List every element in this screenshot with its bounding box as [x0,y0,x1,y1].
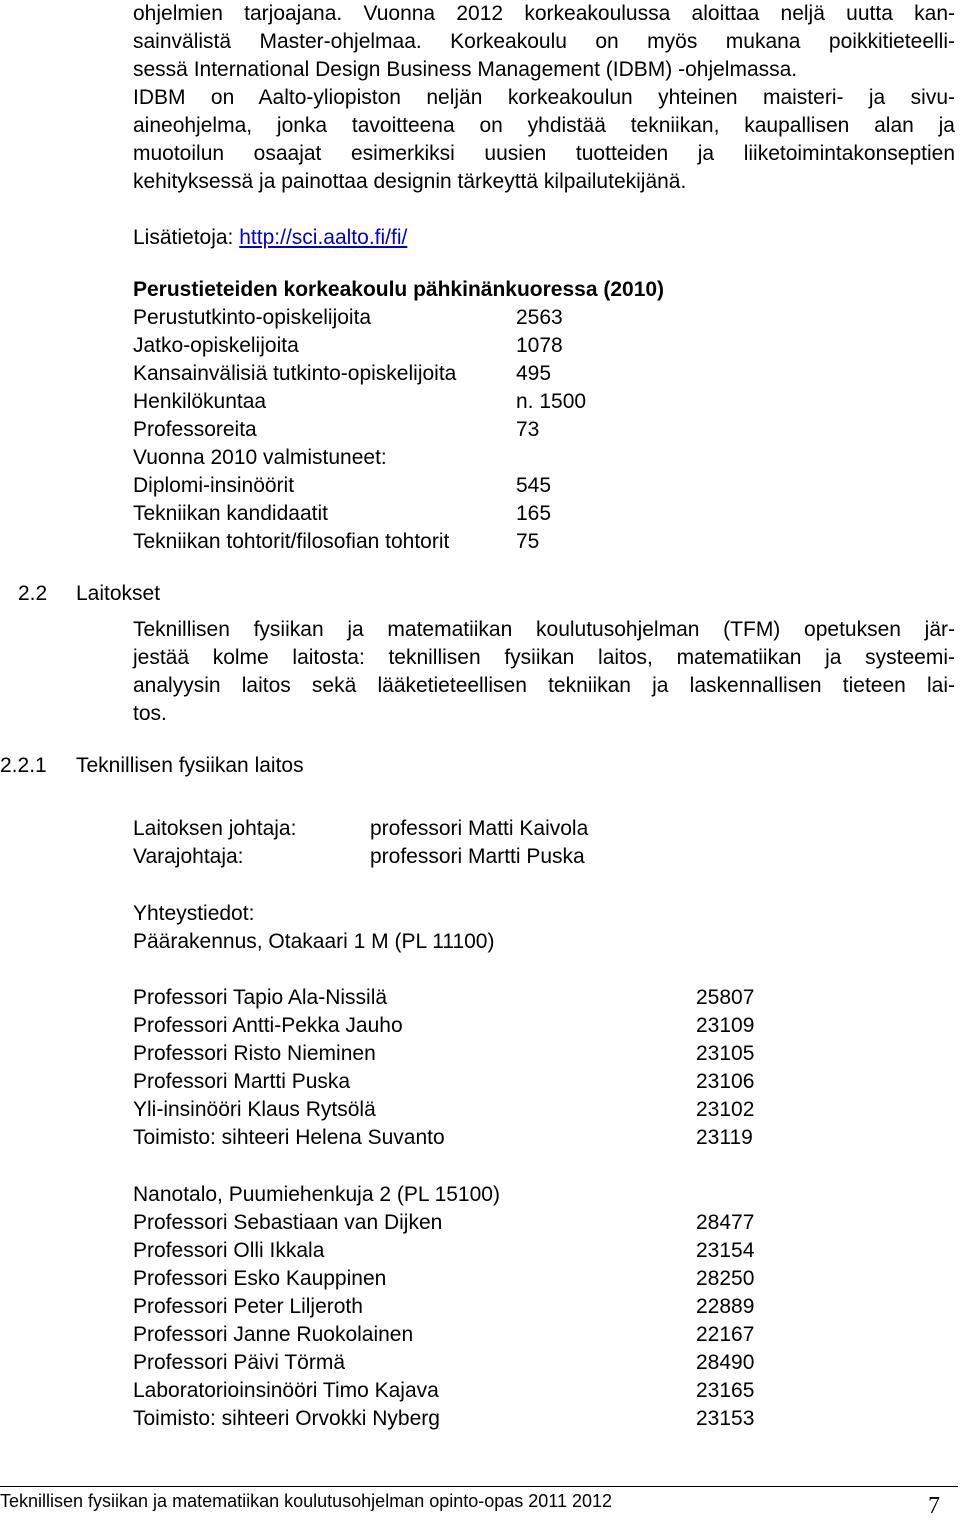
contact-name: Professori Janne Ruokolainen [133,1323,414,1346]
contact-name: Toimisto: sihteeri Orvokki Nyberg [133,1407,440,1430]
leader-name: professori Matti Kaivola [370,817,589,840]
fact-value: 495 [516,362,552,385]
section-heading-2-2 [0,580,160,608]
fact-label: Kansainvälisiä tutkinto-opiskelijoita [133,362,457,385]
section-2-2-line: jestää kolme laitosta: teknillisen fysiikan laitos, matematiikan ja systeemi- [133,646,955,669]
section-2-2-line: Teknillisen fysiikan ja matematiikan koulutusohjelman (TFM) opetuksen jär- [133,618,955,641]
contact-phone: 22889 [696,1295,755,1318]
fact-value: 1078 [516,334,563,357]
contact-phone: 23109 [696,1014,755,1037]
fact-label: Diplomi-insinöörit [133,474,295,497]
fact-value: 545 [516,474,552,497]
leader-role: Laitoksen johtaja: [133,817,297,840]
contact-phone: 28490 [696,1351,755,1374]
intro-line: sessä International Design Business Management (IDBM) -ohjelmassa. [133,58,798,81]
contact-name: Professori Risto Nieminen [133,1042,376,1065]
contact-name: Professori Esko Kauppinen [133,1267,387,1290]
fact-label: Tekniikan tohtorit/filosofian tohtorit [133,530,450,553]
fact-label: Perustutkinto-opiskelijoita [133,306,372,329]
contact-phone: 25807 [696,986,755,1009]
page-footer [0,1489,958,1519]
page-number: 7 [928,1493,940,1519]
more-info [133,224,407,252]
contact-name: Professori Martti Puska [133,1070,351,1093]
main-building-address: Päärakennus, Otakaari 1 M (PL 11100) [133,930,495,953]
intro-line: sainvälistä Master-ohjelmaa. Korkeakoulu on myös mukana poikkitieteelli- [133,30,955,53]
contact-name: Professori Antti-Pekka Jauho [133,1014,403,1037]
fact-value: 73 [516,418,540,441]
intro-line: ohjelmien tarjoajana. Vuonna 2012 korkeakoulussa aloittaa neljä uutta kan- [133,2,955,25]
contact-phone: 23154 [696,1239,755,1262]
footer-text: Teknillisen fysiikan ja matematiikan koulutusohjelman opinto-opas 2011 2012 [0,1491,613,1511]
intro-line: aineohjelma, jonka tavoitteena on yhdistää tekniikan, kaupallisen alan ja [133,114,955,137]
fact-label: Jatko-opiskelijoita [133,334,299,357]
contact-phone: 28477 [696,1211,755,1234]
more-info-label: Lisätietoja: [133,226,234,249]
contact-name: Professori Peter Liljeroth [133,1295,363,1318]
section-2-2-line: analyysin laitos sekä lääketieteellisen tekniikan ja laskennallisen tieteen lai- [133,674,955,697]
footer-divider [0,1486,958,1487]
fact-label: Professoreita [133,418,257,441]
section-number: 2.2 [18,582,48,605]
intro-line: kehityksessä ja painottaa designin tärkeyttä kilpailutekijänä. [133,170,687,193]
intro-line: muotoilun osaajat esimerkiksi uusien tuotteiden ja liiketoimintakonseptien [133,142,955,165]
fact-value: 165 [516,502,552,525]
section-title: Teknillisen fysiikan laitos [76,754,304,777]
fact-value: n. 1500 [516,390,587,413]
contact-phone: 23105 [696,1042,755,1065]
section-2-2-line: tos. [133,702,167,725]
fact-label: Tekniikan kandidaatit [133,502,328,525]
contact-phone: 23153 [696,1407,755,1430]
leader-name: professori Martti Puska [370,845,585,868]
nano-building-address: Nanotalo, Puumiehenkuja 2 (PL 15100) [133,1183,500,1206]
section-number: 2.2.1 [0,754,47,777]
section-heading-2-2-1 [0,752,304,780]
contact-name: Professori Päivi Törmä [133,1351,346,1374]
contact-name: Yli-insinööri Klaus Rytsölä [133,1098,376,1121]
fact-value: 75 [516,530,540,553]
contact-phone: 23165 [696,1379,755,1402]
more-info-link[interactable]: http://sci.aalto.fi/fi/ [239,226,408,249]
contact-phone: 23102 [696,1098,755,1121]
contact-phone: 28250 [696,1267,755,1290]
contact-label: Yhteystiedot: [133,902,255,925]
fact-value: 2563 [516,306,563,329]
fact-label: Henkilökuntaa [133,390,267,413]
intro-line: IDBM on Aalto-yliopiston neljän korkeakoulun yhteinen maisteri- ja sivu- [133,86,955,109]
contact-phone: 22167 [696,1323,755,1346]
contact-name: Professori Olli Ikkala [133,1239,325,1262]
section-title: Laitokset [76,582,161,605]
leader-role: Varajohtaja: [133,845,244,868]
contact-name: Laboratorioinsinööri Timo Kajava [133,1379,439,1402]
contact-phone: 23106 [696,1070,755,1093]
fact-label: Vuonna 2010 valmistuneet: [133,446,387,469]
contact-name: Professori Sebastiaan van Dijken [133,1211,443,1234]
contact-name: Toimisto: sihteeri Helena Suvanto [133,1126,445,1149]
contact-phone: 23119 [696,1126,753,1149]
contact-name: Professori Tapio Ala-Nissilä [133,986,388,1009]
nutshell-title: Perustieteiden korkeakoulu pähkinänkuoressa (2010) [133,278,665,301]
